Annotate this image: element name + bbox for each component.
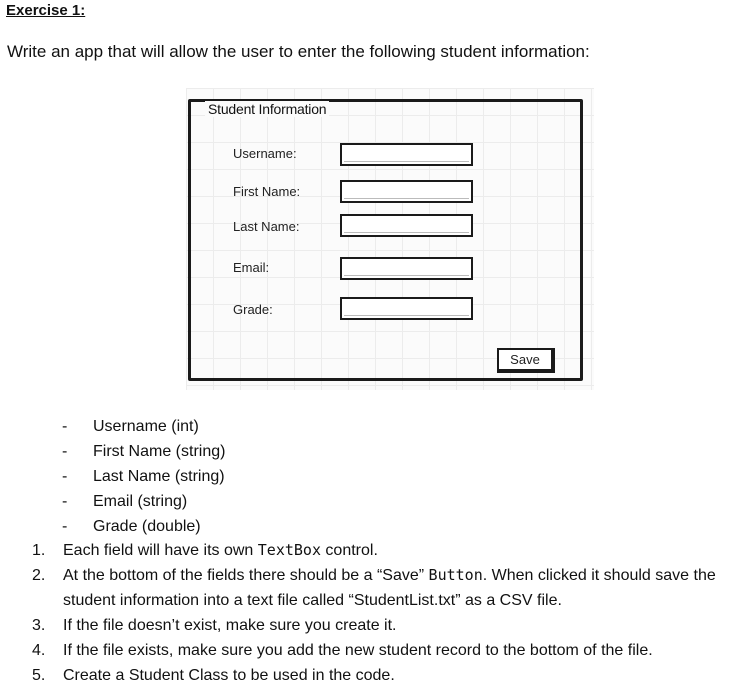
groupbox-legend: Student Information (205, 101, 329, 117)
list-item: 2. At the bottom of the fields there should be a “Save” Button. When clicked it should save the student information into a text file called “StudentList.txt” as a CSV file. (32, 566, 716, 609)
list-item: 5. Create a Student Class to be used in the code. (32, 667, 395, 684)
code-textbox: TextBox (257, 541, 321, 559)
email-input[interactable] (340, 257, 473, 280)
requirements-list (0, 538, 743, 688)
email-label: Email: (233, 260, 270, 275)
save-button[interactable]: Save (497, 348, 555, 373)
last-name-label: Last Name: (233, 219, 300, 234)
intro-text: Write an app that will allow the user to enter the following student information: (7, 42, 590, 61)
last-name-input[interactable] (340, 214, 473, 237)
first-name-label: First Name: (233, 184, 301, 199)
list-item: 3. If the file doesn’t exist, make sure you create it. (32, 617, 397, 634)
first-name-input[interactable] (340, 180, 473, 203)
username-label: Username: (233, 146, 297, 161)
grade-input[interactable] (340, 297, 473, 320)
username-input[interactable] (340, 143, 473, 166)
exercise-heading: Exercise 1: (6, 2, 86, 19)
student-info-groupbox (188, 99, 583, 381)
list-item: 1. Each field will have its own TextBox control. (32, 541, 378, 559)
list-item: 4. If the file exists, make sure you add the new student record to the bottom of the file. (32, 642, 653, 659)
ui-mockup (186, 88, 594, 390)
grade-label: Grade: (233, 302, 273, 317)
code-button: Button (428, 566, 483, 584)
